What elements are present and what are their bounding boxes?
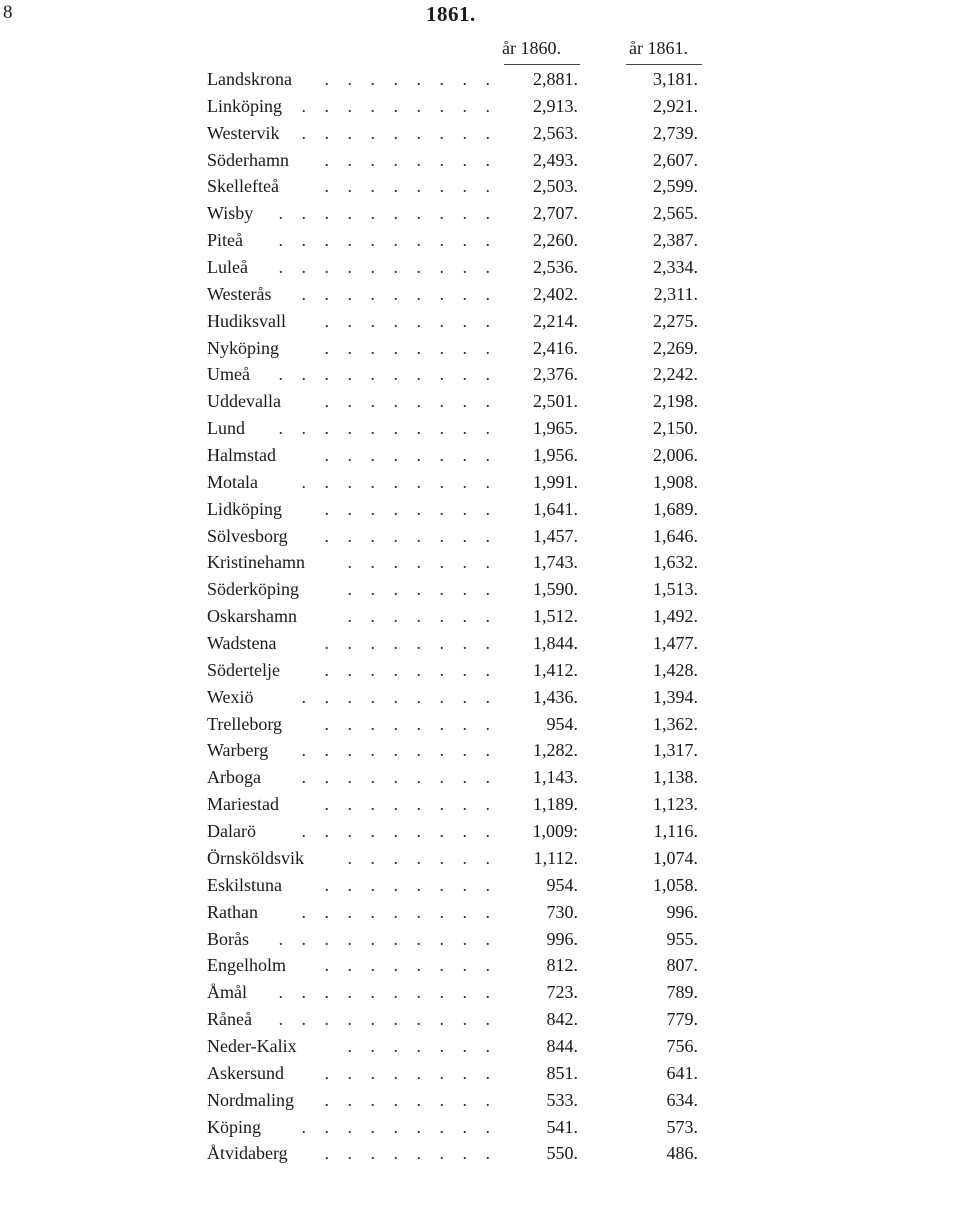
value-1860: 2,214. (533, 310, 578, 331)
town-name: Halmstad (207, 445, 276, 466)
value-1861: 756. (666, 1035, 698, 1056)
leader-dots: . . . . . . . . . (301, 901, 497, 922)
value-1860: 533. (546, 1089, 578, 1110)
town-name: Åmål (207, 982, 247, 1003)
table-row (0, 361, 960, 388)
value-1860: 1,641. (533, 498, 578, 519)
value-1860: 1,844. (533, 633, 578, 654)
table-row (0, 415, 960, 442)
leader-dots: . . . . . . . (347, 1035, 497, 1056)
town-population-table (0, 66, 960, 1167)
table-row (0, 1060, 960, 1087)
town-name: Åtvidaberg (207, 1143, 288, 1164)
value-1860: 1,743. (533, 552, 578, 573)
value-1860: 2,376. (533, 364, 578, 385)
value-1860: 723. (546, 982, 578, 1003)
table-row (0, 1140, 960, 1167)
value-1861: 2,607. (653, 149, 698, 170)
table-row (0, 952, 960, 979)
table-row (0, 120, 960, 147)
value-1860: 1,189. (533, 794, 578, 815)
leader-dots: . . . . . . . . (324, 1089, 497, 1110)
town-name: Landskrona (207, 69, 292, 89)
value-1861: 996. (666, 901, 698, 922)
town-name: Uddevalla (207, 391, 281, 412)
value-1861: 1,908. (653, 471, 698, 492)
value-1860: 1,590. (533, 579, 578, 600)
town-name: Arboga (207, 767, 261, 788)
leader-dots: . . . . . . . . (324, 310, 497, 331)
table-row (0, 442, 960, 469)
leader-dots: . . . . . . . (347, 579, 497, 600)
leader-dots: . . . . . . . . . (301, 471, 497, 492)
value-1860: 2,260. (533, 230, 578, 251)
value-1861: 2,921. (653, 95, 698, 116)
value-1861: 1,646. (653, 525, 698, 546)
table-row (0, 630, 960, 657)
table-row (0, 200, 960, 227)
leader-dots: . . . . . . . . . (301, 740, 497, 761)
leader-dots: . . . . . . . . (324, 659, 497, 680)
table-row (0, 711, 960, 738)
value-1860: 844. (546, 1035, 578, 1056)
value-1861: 2,006. (653, 445, 698, 466)
value-1861: 2,150. (653, 418, 698, 439)
town-name: Oskarshamn (207, 606, 297, 627)
town-name: Köping (207, 1116, 261, 1137)
column-header-1860: år 1860. (502, 38, 561, 58)
page-title: 1861. (426, 2, 476, 26)
town-name: Södertelje (207, 659, 280, 680)
value-1861: 2,269. (653, 337, 698, 358)
value-1860: 2,493. (533, 149, 578, 170)
leader-dots: . . . . . . . . . . (278, 257, 497, 278)
table-row (0, 308, 960, 335)
town-name: Warberg (207, 740, 269, 761)
table-row (0, 1033, 960, 1060)
table-row (0, 684, 960, 711)
town-name: Borås (207, 928, 249, 949)
leader-dots: . . . . . . . . . (301, 122, 497, 143)
value-1861: 1,689. (653, 498, 698, 519)
table-row (0, 764, 960, 791)
value-1861: 1,477. (653, 633, 698, 654)
town-name: Wexiö (207, 686, 254, 707)
value-1860: 2,501. (533, 391, 578, 412)
leader-dots: . . . . . . . . (324, 176, 497, 197)
value-1861: 1,317. (653, 740, 698, 761)
value-1861: 2,334. (653, 257, 698, 278)
leader-dots: . . . . . . . . . . (278, 418, 497, 439)
value-1860: 2,503. (533, 176, 578, 197)
value-1860: 1,436. (533, 686, 578, 707)
value-1860: 1,991. (533, 471, 578, 492)
leader-dots: . . . . . . . . (324, 391, 497, 412)
leader-dots: . . . . . . . . (324, 337, 497, 358)
table-row (0, 66, 960, 93)
leader-dots: . . . . . . . . . . (278, 1009, 497, 1030)
table-row (0, 281, 960, 308)
leader-dots: . . . . . . . . (324, 445, 497, 466)
town-name: Rathan (207, 901, 258, 922)
town-name: Eskilstuna (207, 874, 282, 895)
value-1860: 1,956. (533, 445, 578, 466)
table-row (0, 576, 960, 603)
value-1861: 2,198. (653, 391, 698, 412)
town-name: Askersund (207, 1062, 284, 1083)
value-1861: 789. (666, 982, 698, 1003)
table-row (0, 523, 960, 550)
value-1860: 2,881. (533, 69, 578, 89)
town-name: Hudiksvall (207, 310, 286, 331)
table-row (0, 173, 960, 200)
value-1861: 1,138. (653, 767, 698, 788)
leader-dots: . . . . . . . . . (301, 1116, 497, 1137)
leader-dots: . . . . . . . . (324, 955, 497, 976)
table-row (0, 227, 960, 254)
table-row (0, 1087, 960, 1114)
town-name: Söderhamn (207, 149, 289, 170)
town-name: Dalarö (207, 821, 256, 842)
value-1861: 955. (666, 928, 698, 949)
town-name: Piteå (207, 230, 243, 251)
town-name: Engelholm (207, 955, 286, 976)
table-row (0, 469, 960, 496)
leader-dots: . . . . . . . . (324, 713, 497, 734)
town-name: Sölvesborg (207, 525, 288, 546)
leader-dots: . . . . . . . (347, 606, 497, 627)
leader-dots: . . . . . . . . . . (278, 982, 497, 1003)
value-1861: 807. (666, 955, 698, 976)
value-1860: 954. (546, 874, 578, 895)
value-1860: 730. (546, 901, 578, 922)
table-row (0, 926, 960, 953)
town-name: Umeå (207, 364, 250, 385)
table-row (0, 1114, 960, 1141)
table-row (0, 818, 960, 845)
table-row (0, 872, 960, 899)
value-1860: 541. (546, 1116, 578, 1137)
town-name: Linköping (207, 95, 282, 116)
value-1860: 2,536. (533, 257, 578, 278)
value-1860: 550. (546, 1143, 578, 1164)
value-1861: 1,394. (653, 686, 698, 707)
table-row (0, 899, 960, 926)
leader-dots: . . . . . . . . . . (278, 203, 497, 224)
leader-dots: . . . . . . . . (324, 525, 497, 546)
town-name: Nordmaling (207, 1089, 294, 1110)
leader-dots: . . . . . . . . . (301, 283, 497, 304)
value-1860: 812. (546, 955, 578, 976)
value-1861: 1,362. (653, 713, 698, 734)
table-row (0, 496, 960, 523)
town-name: Söderköping (207, 579, 299, 600)
town-name: Motala (207, 471, 258, 492)
table-row (0, 93, 960, 120)
value-1861: 1,428. (653, 659, 698, 680)
value-1861: 486. (666, 1143, 698, 1164)
value-1860: 851. (546, 1062, 578, 1083)
town-name: Nyköping (207, 337, 279, 358)
value-1861: 2,739. (653, 122, 698, 143)
value-1861: 779. (666, 1009, 698, 1030)
value-1861: 641. (666, 1062, 698, 1083)
value-1860: 954. (546, 713, 578, 734)
town-name: Wadstena (207, 633, 277, 654)
town-name: Trelleborg (207, 713, 283, 734)
leader-dots: . . . . . . . . . (301, 686, 497, 707)
leader-dots: . . . . . . . . (324, 1062, 497, 1083)
leader-dots: . . . . . . . . (324, 1143, 497, 1164)
value-1861: 3,181. (653, 69, 698, 89)
value-1860: 1,009: (532, 821, 578, 842)
leader-dots: . . . . . . . . (324, 633, 497, 654)
value-1860: 1,112. (533, 847, 578, 868)
value-1860: 1,457. (533, 525, 578, 546)
value-1861: 1,058. (653, 874, 698, 895)
town-name: Neder-Kalix (207, 1035, 297, 1056)
value-1861: 2,275. (653, 310, 698, 331)
value-1861: 573. (666, 1116, 698, 1137)
value-1860: 842. (546, 1009, 578, 1030)
leader-dots: . . . . . . . (347, 552, 497, 573)
leader-dots: . . . . . . . . . . (278, 230, 497, 251)
value-1860: 2,563. (533, 122, 578, 143)
value-1861: 1,123. (653, 794, 698, 815)
value-1860: 1,965. (533, 418, 578, 439)
table-row (0, 845, 960, 872)
value-1861: 1,074. (653, 847, 698, 868)
leader-dots: . . . . . . . (347, 847, 497, 868)
column-header-1861: år 1861. (629, 38, 688, 58)
town-name: Lund (207, 418, 245, 439)
header-rule-1861 (626, 64, 702, 65)
value-1860: 1,143. (533, 767, 578, 788)
value-1860: 2,913. (533, 95, 578, 116)
table-row (0, 388, 960, 415)
table-row (0, 254, 960, 281)
table-row (0, 147, 960, 174)
value-1861: 2,311. (653, 283, 698, 304)
table-row (0, 979, 960, 1006)
leader-dots: . . . . . . . . (324, 498, 497, 519)
value-1861: 2,599. (653, 176, 698, 197)
table-row (0, 335, 960, 362)
leader-dots: . . . . . . . . (324, 69, 497, 89)
value-1861: 2,387. (653, 230, 698, 251)
header-rule-1860 (504, 64, 580, 65)
town-name: Westervik (207, 122, 280, 143)
value-1860: 2,402. (533, 283, 578, 304)
leader-dots: . . . . . . . . (324, 874, 497, 895)
leader-dots: . . . . . . . . . . (278, 364, 497, 385)
town-name: Westerås (207, 283, 272, 304)
town-name: Luleå (207, 257, 248, 278)
value-1860: 1,282. (533, 740, 578, 761)
value-1861: 1,116. (653, 821, 698, 842)
town-name: Råneå (207, 1009, 252, 1030)
table-row (0, 1006, 960, 1033)
town-name: Mariestad (207, 794, 279, 815)
value-1861: 634. (666, 1089, 698, 1110)
value-1861: 2,565. (653, 203, 698, 224)
table-row (0, 603, 960, 630)
town-name: Örnsköldsvik (207, 847, 305, 868)
value-1860: 2,416. (533, 337, 578, 358)
leader-dots: . . . . . . . . (324, 149, 497, 170)
leader-dots: . . . . . . . . (324, 794, 497, 815)
value-1861: 2,242. (653, 364, 698, 385)
value-1861: 1,513. (653, 579, 698, 600)
value-1861: 1,632. (653, 552, 698, 573)
leader-dots: . . . . . . . . . (301, 767, 497, 788)
table-row (0, 549, 960, 576)
value-1860: 1,512. (533, 606, 578, 627)
value-1860: 2,707. (533, 203, 578, 224)
table-row (0, 791, 960, 818)
town-name: Lidköping (207, 498, 282, 519)
leader-dots: . . . . . . . . . . (278, 928, 497, 949)
town-name: Wisby (207, 203, 254, 224)
page-number: 8 (3, 2, 13, 23)
value-1860: 1,412. (533, 659, 578, 680)
town-name: Kristinehamn (207, 552, 305, 573)
value-1860: 996. (546, 928, 578, 949)
table-row (0, 657, 960, 684)
leader-dots: . . . . . . . . . (301, 95, 497, 116)
table-row (0, 737, 960, 764)
value-1861: 1,492. (653, 606, 698, 627)
leader-dots: . . . . . . . . . (301, 821, 497, 842)
town-name: Skellefteå (207, 176, 279, 197)
